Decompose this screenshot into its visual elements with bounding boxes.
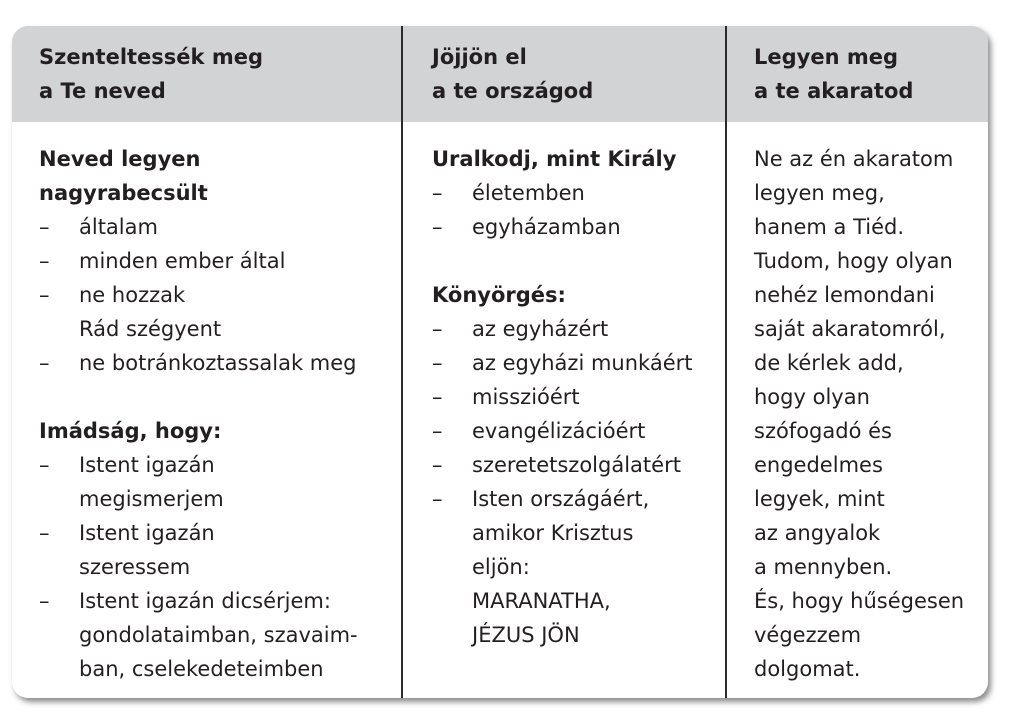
column-3-text: Ne az én akaratom legyen meg, hanem a Tiéd. Tudom, hogy olyan nehéz lemondani saját akaratomról, de kérlek add, hogy olyan szófogadó és engedelmes legyek, mint az angyalok a mennyben. És, hogy hűségesen végezzem dolgomat. bbox=[754, 147, 965, 681]
column-2-header: Jöjjön el a te országod bbox=[432, 45, 594, 103]
bullet-list bbox=[432, 312, 722, 652]
bullet-list bbox=[432, 176, 722, 244]
column-2-body bbox=[432, 142, 722, 652]
column-3-header: Legyen meg a te akaratod bbox=[754, 45, 914, 103]
list-item: – Istent igazán dicsérjem: gondolataimban, szavaim- ban, cselekedeteimben bbox=[39, 584, 394, 686]
list-item: – az egyházi munkáért bbox=[432, 346, 722, 380]
column-1 bbox=[12, 26, 401, 698]
list-item: – ne hozzak Rád szégyent bbox=[39, 278, 394, 346]
list-item: – evangélizációért bbox=[432, 414, 722, 448]
list-item: – misszióért bbox=[432, 380, 722, 414]
list-item: – Istent igazán megismerjem bbox=[39, 448, 394, 516]
section-title: Imádság, hogy: bbox=[39, 419, 222, 443]
list-item: – Istent igazán szeressem bbox=[39, 516, 394, 584]
bullet-list bbox=[39, 448, 394, 686]
list-item: – szeretetszolgálatért bbox=[432, 448, 722, 482]
column-2 bbox=[403, 26, 725, 698]
section-title: Uralkodj, mint Király bbox=[432, 147, 677, 171]
list-item: – Isten országáért, amikor Krisztus eljön: MARANATHA, JÉZUS JÖN bbox=[432, 482, 722, 652]
list-item: – életemben bbox=[432, 176, 722, 210]
section-title: Könyörgés: bbox=[432, 283, 566, 307]
list-item: – ne botránkoztassalak meg bbox=[39, 346, 394, 380]
list-item: – egyházamban bbox=[432, 210, 722, 244]
prayer-table bbox=[12, 26, 988, 698]
section-title: Neved legyen nagyrabecsült bbox=[39, 147, 208, 205]
list-item: – általam bbox=[39, 210, 394, 244]
column-1-header: Szenteltessék meg a Te neved bbox=[39, 45, 263, 103]
column-3 bbox=[727, 26, 988, 698]
list-item: – minden ember által bbox=[39, 244, 394, 278]
list-item: – az egyházért bbox=[432, 312, 722, 346]
column-1-body bbox=[39, 142, 394, 686]
bullet-list bbox=[39, 210, 394, 380]
